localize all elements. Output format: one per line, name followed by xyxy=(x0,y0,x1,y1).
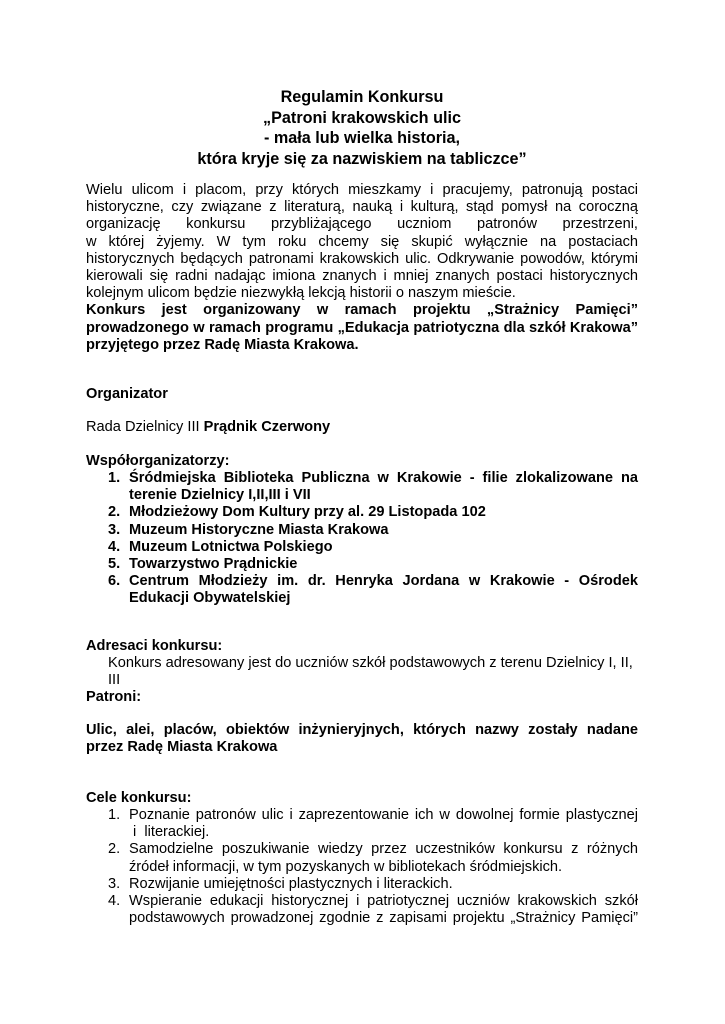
list-number: 4. xyxy=(108,538,121,555)
list-item xyxy=(86,522,638,539)
list-item xyxy=(86,573,638,607)
list-item-line: źródeł informacji, w tym pozyskanych w bibliotekach śródmiejskich. xyxy=(129,858,563,875)
intro-line: Wielu ulicom i placom, przy których mieszkamy i pracujemy, patronują postaci xyxy=(86,182,638,198)
intro-line: organizację konkursu przybliżającego uczniom patronów przestrzeni, xyxy=(86,216,638,233)
intro-line: kolejnym ulicom będzie niezwykłą lekcją historii o naszym mieście. xyxy=(86,285,516,302)
list-item-line: Samodzielne poszukiwanie wiedzy przez uczestników konkursu z różnych xyxy=(129,841,638,858)
list-item-line: i literackiej. xyxy=(129,824,210,841)
goals-list xyxy=(86,807,638,927)
document-title xyxy=(86,87,638,169)
organizer-text xyxy=(86,419,638,436)
list-item xyxy=(86,539,638,556)
intro-paragraph xyxy=(86,182,638,354)
intro-line: historyczne, czy związane z literaturą, nauką i kulturą, stąd pomysł na coroczną xyxy=(86,199,638,216)
patrons-line: przez Radę Miasta Krakowa xyxy=(86,739,278,756)
list-item xyxy=(86,556,638,573)
addressees-heading: Adresaci konkursu: xyxy=(86,638,223,654)
list-item xyxy=(86,841,638,875)
list-item xyxy=(86,807,638,841)
goals-heading: Cele konkursu: xyxy=(86,790,192,806)
intro-bold-line: przyjętego przez Radę Miasta Krakowa. xyxy=(86,336,359,353)
coorganizers-list xyxy=(86,470,638,608)
addressees-line: Konkurs adresowany jest do uczniów szkół podstawowych z terenu Dzielnicy I, II, xyxy=(108,655,633,671)
title-line-4: która kryje się za nazwiskiem na tabliczce” xyxy=(197,149,527,168)
intro-bold-line: Konkurs jest organizowany w ramach projektu „Strażnicy Pamięci” xyxy=(86,302,638,319)
patrons-heading: Patroni: xyxy=(86,689,142,705)
list-item-line: Muzeum Lotnictwa Polskiego xyxy=(129,538,333,555)
organizer-heading: Organizator xyxy=(86,386,168,402)
list-item-line: terenie Dzielnicy I,II,III i VII xyxy=(129,487,311,504)
list-item-line: Muzeum Historyczne Miasta Krakowa xyxy=(129,521,389,538)
list-item-line: Młodzieżowy Dom Kultury przy al. 29 Listopada 102 xyxy=(129,504,486,521)
title-line-2: „Patroni krakowskich ulic xyxy=(263,108,461,127)
intro-line: kierowali się radni nadając imiona znanych i mniej znanych postaci historycznych xyxy=(86,267,638,284)
list-number: 3. xyxy=(108,521,121,538)
list-number: 3. xyxy=(108,875,121,892)
list-number: 2. xyxy=(108,841,121,858)
list-item xyxy=(86,470,638,504)
organizer-prefix: Rada Dzielnicy III xyxy=(86,419,204,435)
organizer-name: Prądnik Czerwony xyxy=(203,419,331,435)
list-number: 2. xyxy=(108,504,121,521)
list-item xyxy=(86,876,638,893)
list-number: 1. xyxy=(108,470,121,486)
addressees-text xyxy=(86,655,638,689)
list-number: 6. xyxy=(108,573,121,590)
list-item-line: Poznanie patronów ulic i zaprezentowanie ich w dowolnej formie plastycznej xyxy=(129,807,638,823)
list-item-line: Rozwijanie umiejętności plastycznych i literackich. xyxy=(129,875,453,892)
coorganizers-heading: Współorganizatorzy: xyxy=(86,453,230,469)
title-line-3: - mała lub wielka historia, xyxy=(263,129,461,147)
list-item-line: podstawowych prowadzonej zgodnie z zapisami projektu „Strażnicy Pamięci” xyxy=(129,910,638,927)
list-item xyxy=(86,893,638,927)
list-item-line: Wspieranie edukacji historycznej i patriotycznej uczniów krakowskich szkół xyxy=(129,892,638,909)
addressees-line: III xyxy=(108,672,121,689)
list-number: 1. xyxy=(108,807,121,823)
list-item xyxy=(86,504,638,521)
list-item-line: Towarzystwo Prądnickie xyxy=(129,556,298,572)
list-item-line: Centrum Młodzieży im. dr. Henryka Jordana w Krakowie - Ośrodek xyxy=(129,573,638,590)
patrons-text xyxy=(86,722,638,756)
intro-line: historycznych będących patronami krakowskich ulic. Odkrywanie powodów, którymi xyxy=(86,250,638,267)
intro-bold-line: prowadzonego w ramach programu „Edukacja patriotyczna dla szkół Krakowa” xyxy=(86,319,638,336)
list-number: 4. xyxy=(108,892,121,909)
intro-line: w której żyjemy. W tym roku chcemy się skupić wyłącznie na postaciach xyxy=(86,233,638,250)
title-line-1: Regulamin Konkursu xyxy=(280,88,444,106)
patrons-line: Ulic, alei, placów, obiektów inżynieryjnych, których nazwy zostały nadane xyxy=(86,722,638,738)
list-number: 5. xyxy=(108,556,121,572)
list-item-line: Śródmiejska Biblioteka Publiczna w Krakowie - filie zlokalizowane na xyxy=(129,470,638,486)
list-item-line: Edukacji Obywatelskiej xyxy=(129,590,291,607)
